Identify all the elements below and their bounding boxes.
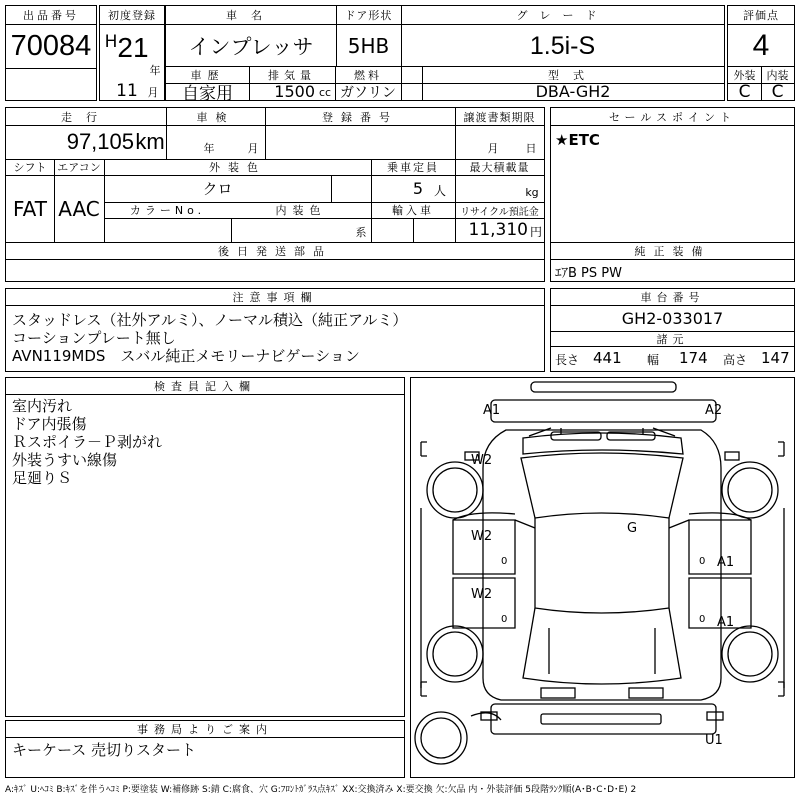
exterior-grade: C: [738, 81, 751, 102]
recycle-fee: 11,310: [468, 220, 528, 240]
damage-mark: W2: [471, 587, 493, 602]
notes-line: コーションプレート無し: [12, 329, 176, 347]
lot-label: 出品番号: [23, 9, 79, 22]
office-text: キーケース 売切りスタート: [12, 740, 197, 759]
month-unit: 月: [147, 86, 159, 99]
interior-label: 内装: [766, 68, 789, 82]
damage-mark: W2: [471, 453, 493, 468]
damage-mark: U1: [705, 733, 723, 748]
transfer-day-unit: 日: [525, 142, 537, 155]
office-label: 事務局よりご案内: [137, 723, 273, 736]
zero-mark: 0: [699, 614, 706, 625]
interior-color-label: 内装色: [275, 204, 327, 217]
displacement-unit: cc: [318, 86, 332, 99]
inspector-line: 足廻りＳ: [12, 469, 73, 487]
model-label: 型式: [548, 68, 598, 82]
equipment-text: ｴｱB PS PW: [555, 265, 622, 281]
displacement-label: 排気量: [268, 68, 316, 82]
transfer-deadline-label: 譲渡書類期限: [463, 110, 536, 124]
wheel-front-left: [427, 462, 483, 518]
damage-mark: A1: [717, 555, 735, 570]
damage-mark: G: [627, 521, 638, 536]
capacity: 5: [412, 179, 424, 198]
ac: AAC: [58, 196, 100, 221]
width: 174: [679, 349, 708, 367]
interior-grade: C: [771, 81, 784, 102]
front-bumper-shape: [531, 382, 676, 392]
car-name-label: 車名: [226, 9, 276, 22]
inspection-label: 車検: [196, 110, 235, 124]
score-box: [727, 5, 795, 101]
aftersend-label: 後日発送部品: [218, 245, 332, 258]
inspector-line: ドア内張傷: [12, 415, 87, 433]
grade: 1.5i-S: [529, 31, 596, 60]
damage-mark: A1: [483, 403, 501, 418]
length: 441: [593, 349, 622, 367]
transfer-month-unit: 月: [487, 142, 499, 155]
inspection-year-unit: 年: [203, 142, 215, 155]
sales-point-text: ★ETC: [555, 131, 600, 149]
zero-mark: 0: [501, 614, 508, 625]
chassis-box: [550, 288, 795, 372]
first-registration-box: [99, 5, 165, 101]
zero-mark: 0: [699, 556, 706, 567]
inspector-line: Ｒスポイラ－Ｐ剥がれ: [12, 433, 163, 451]
grade-label: グレード: [516, 9, 609, 22]
office-box: [5, 720, 405, 778]
car-diagram-svg: [411, 378, 794, 777]
score-label: 評価点: [743, 9, 779, 22]
era: H: [104, 32, 118, 52]
width-label: 幅: [647, 352, 660, 367]
vehicle-details-box: [5, 107, 545, 243]
max-load-label: 最大積載量: [469, 161, 530, 174]
reg-month: 11: [116, 81, 138, 101]
inspector-line: 外装うすい線傷: [12, 451, 118, 469]
ac-label: エアコン: [57, 161, 101, 174]
color: クロ: [202, 180, 233, 198]
damage-mark: A1: [717, 615, 735, 630]
equipment-box: [550, 242, 795, 282]
door-type: 5HB: [347, 34, 390, 58]
history-label: 車歴: [190, 68, 225, 82]
import-label: 輸入車: [392, 204, 434, 217]
inspector-line: 室内汚れ: [12, 397, 73, 415]
inspector-label: 検査員記入欄: [154, 380, 256, 393]
height: 147: [761, 349, 790, 367]
shift-label: シフト: [13, 161, 47, 174]
history: 自家用: [182, 84, 233, 104]
score: 4: [752, 29, 770, 62]
inspection-month-unit: 月: [247, 142, 259, 155]
lot-box: [5, 5, 97, 101]
door-label: ドア形状: [344, 9, 393, 22]
reg-number-label: 登録番号: [322, 110, 398, 124]
model-code: DBA-GH2: [535, 82, 611, 101]
mileage-unit: km: [135, 129, 165, 154]
car-name: インプレッサ: [188, 35, 314, 59]
interior-color-suffix: 系: [355, 226, 367, 239]
color-number-label: カラーNo.: [129, 204, 206, 217]
car-diagram: [410, 377, 795, 778]
fuel: ガソリン: [340, 84, 396, 101]
aftersend-box: [5, 242, 545, 282]
capacity-unit: 人: [433, 183, 446, 198]
exterior-label: 外装: [733, 68, 756, 82]
equipment-label: 純正装備: [634, 245, 711, 258]
recycle-label: リサイクル預託金: [460, 206, 539, 218]
notes-label: 注意事項欄: [232, 291, 318, 304]
chassis-label: 車台番号: [640, 291, 705, 304]
notes-box: [5, 288, 545, 372]
shift: FAT: [12, 196, 47, 221]
notes-line: AVN119MDS スバル純正メモリーナビゲーション: [12, 347, 360, 365]
legend: A:ｷｽﾞ U:ﾍｺﾐ B:ｷｽﾞを伴うﾍｺﾐ P:要塗装 W:補修跡 S:錆 C:腐食、穴 G:ﾌﾛﾝﾄｶﾞﾗｽ点ｷｽﾞ XX:交換済み X:要交換 欠:欠品 内・外装評価 5段階ﾗﾝｸ順(A･B･C･D･E) 2: [5, 784, 637, 795]
sales-point-label: セールスポイント: [608, 110, 736, 124]
lot-number: 70084: [10, 29, 92, 62]
mileage: 97,105: [66, 129, 134, 154]
mileage-label: 走行: [61, 110, 111, 124]
damage-mark: W2: [471, 529, 493, 544]
color-label: 外装色: [209, 161, 266, 174]
year-unit: 年: [149, 64, 161, 77]
length-label: 長さ: [555, 352, 580, 367]
reg-year: 21: [117, 32, 149, 63]
displacement: 1500: [274, 82, 315, 101]
notes-line: スタッドレス（社外アルミ）、ノーマル積込（純正アルミ）: [12, 311, 408, 329]
height-label: 高さ: [723, 352, 748, 367]
dims-label: 諸元: [656, 332, 689, 346]
top-main-box: [165, 5, 725, 104]
recycle-unit: 円: [529, 224, 542, 239]
zero-mark: 0: [501, 556, 508, 567]
first-reg-label: 初度登録: [108, 9, 156, 22]
max-load-unit: kg: [525, 185, 539, 199]
sales-point-box: [550, 107, 795, 243]
chassis-number: GH2-033017: [621, 308, 724, 328]
fuel-label: 燃料: [354, 68, 382, 82]
inspector-box: [5, 377, 405, 717]
damage-mark: A2: [705, 403, 723, 418]
capacity-label: 乗車定員: [387, 161, 439, 174]
